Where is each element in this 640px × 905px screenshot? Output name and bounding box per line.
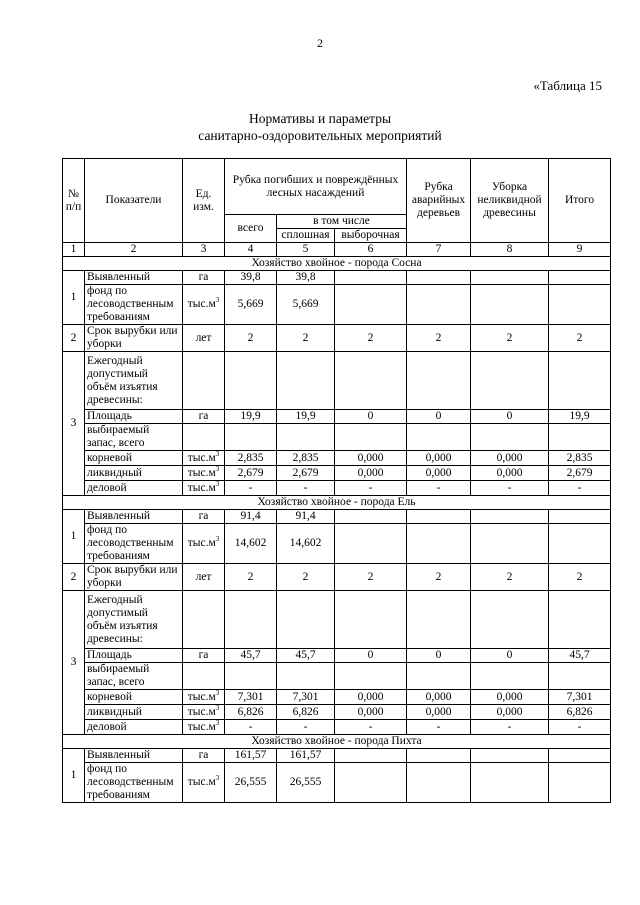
indicator-label: фонд по лесоводственным требованиям [85,285,183,325]
unit-cell [183,720,225,735]
value-cell [471,271,549,285]
row-number: 1 [63,271,85,325]
row-number: 1 [63,749,85,803]
indicator-label: Выявленный [85,749,183,763]
value-cell: 19,9 [549,410,611,424]
unit-cell [183,524,225,564]
value-cell: 14,602 [225,524,277,564]
value-cell: 6,826 [549,705,611,720]
fund-row [63,763,611,803]
value-cell: 0,000 [335,690,407,705]
empty-cell [471,663,549,690]
section-header-row [63,735,611,749]
unit-cell [183,481,225,496]
indicator-label: Ежегодный допустимый объём изъятия древесины: [85,591,183,649]
value-cell: 19,9 [225,410,277,424]
value-cell: - [549,720,611,735]
value-cell: 0,000 [407,690,471,705]
column-number: 7 [407,243,471,257]
value-cell: - [407,720,471,735]
value-cell: 19,9 [277,410,335,424]
value-cell: 2 [277,564,335,591]
empty-cell [225,591,277,649]
empty-cell [277,352,335,410]
value-cell: - [471,481,549,496]
indicator-label: фонд по лесоводственным требованиям [85,763,183,803]
unit-cell [183,451,225,466]
header-felling: Рубка погибших и повреждённых лесных насаждений [225,159,407,215]
unit-superscript: 3 [215,535,220,544]
value-cell: 5,669 [225,285,277,325]
empty-cell [549,424,611,451]
page-number: 2 [317,36,323,50]
indicator-label: выбираемый запас, всего [85,424,183,451]
empty-cell [471,352,549,410]
norms-table [62,158,611,803]
value-cell: 7,301 [549,690,611,705]
column-number-row [63,243,611,257]
unit-superscript: 3 [215,465,220,473]
value-cell: 39,8 [225,271,277,285]
value-cell [549,524,611,564]
value-cell: 45,7 [549,649,611,663]
row-number: 2 [63,564,85,591]
indicator-label: корневой [85,451,183,466]
value-cell: 91,4 [277,510,335,524]
empty-cell [407,591,471,649]
unit-cell [183,690,225,705]
value-cell [335,271,407,285]
unit-text: тыс.м [187,720,216,733]
value-cell [407,763,471,803]
unit-cell [183,763,225,803]
section-header-row [63,257,611,271]
value-cell: 2,835 [225,451,277,466]
value-cell: 2 [277,325,335,352]
table-caption: «Таблица 15 [533,78,602,93]
value-cell: 26,555 [225,763,277,803]
header-sum: Итого [549,159,611,243]
unit-cell: лет [183,325,225,352]
value-cell [471,510,549,524]
unit-cell: га [183,410,225,424]
value-cell: 6,826 [225,705,277,720]
value-cell: 2 [335,564,407,591]
column-number: 9 [549,243,611,257]
header-num: № п/п [63,159,85,243]
empty-cell [335,424,407,451]
unit-text: тыс.м [187,481,216,494]
value-cell: 0,000 [335,451,407,466]
unit-superscript: 3 [215,704,220,712]
empty-cell [549,352,611,410]
value-cell [471,524,549,564]
value-cell: - [471,720,549,735]
indicator-label: выбираемый запас, всего [85,663,183,690]
stock-subrow [63,466,611,481]
indicator-label: фонд по лесоводственным требованиям [85,524,183,564]
empty-cell [183,352,225,410]
section-title: Хозяйство хвойное - порода Сосна [63,257,611,271]
indicator-label: деловой [85,720,183,735]
value-cell: 2 [471,564,549,591]
value-cell: - [335,720,407,735]
stock-subrow [63,451,611,466]
value-cell: 0 [335,410,407,424]
value-cell [407,285,471,325]
unit-cell: га [183,749,225,763]
value-cell: 0,000 [407,705,471,720]
empty-cell [183,424,225,451]
value-cell [471,749,549,763]
value-cell: 26,555 [277,763,335,803]
stock-subrow [63,690,611,705]
unit-cell [183,705,225,720]
title-line-2: санитарно-оздоровительных мероприятий [198,128,442,143]
value-cell: 91,4 [225,510,277,524]
value-cell: 39,8 [277,271,335,285]
value-cell: - [225,481,277,496]
value-cell: 161,57 [225,749,277,763]
value-cell: - [335,481,407,496]
allowance-row [63,591,611,649]
unit-text: тыс.м [187,298,216,310]
unit-cell: га [183,510,225,524]
value-cell: 14,602 [277,524,335,564]
unit-text: тыс.м [187,451,216,464]
fund-row [63,524,611,564]
empty-cell [407,663,471,690]
value-cell [549,763,611,803]
value-cell: 0 [471,649,549,663]
unit-cell: лет [183,564,225,591]
value-cell [549,285,611,325]
empty-cell [407,424,471,451]
stock-row [63,424,611,451]
value-cell: 2 [471,325,549,352]
column-number: 1 [63,243,85,257]
stock-subrow [63,705,611,720]
fund-row [63,285,611,325]
column-number: 4 [225,243,277,257]
value-cell: 2,835 [549,451,611,466]
indicator-label: ликвидный [85,466,183,481]
empty-cell [277,663,335,690]
unit-text: тыс.м [187,776,216,788]
indicator-label: Площадь [85,649,183,663]
unit-text: тыс.м [187,537,216,549]
value-cell [549,510,611,524]
value-cell: 2 [549,564,611,591]
value-cell: 0,000 [407,466,471,481]
value-cell: - [407,481,471,496]
value-cell [335,763,407,803]
indicator-label: Выявленный [85,510,183,524]
row-number: 2 [63,325,85,352]
value-cell: 0 [335,649,407,663]
indicator-label: корневой [85,690,183,705]
value-cell: 0,000 [471,466,549,481]
column-number: 8 [471,243,549,257]
value-cell: - [277,481,335,496]
header-emergency: Рубка аварийных деревьев [407,159,471,243]
row-number: 1 [63,510,85,564]
empty-cell [407,352,471,410]
value-cell [407,524,471,564]
header-row-1 [63,159,611,215]
empty-cell [277,424,335,451]
value-cell: 0,000 [471,705,549,720]
unit-cell: га [183,271,225,285]
column-number: 2 [85,243,183,257]
allowance-row [63,352,611,410]
value-cell: 2 [407,325,471,352]
value-cell: 0,000 [471,451,549,466]
unit-text: тыс.м [187,705,216,718]
empty-cell [549,663,611,690]
empty-cell [471,424,549,451]
indicator-label: Площадь [85,410,183,424]
column-number: 3 [183,243,225,257]
area-row [63,649,611,663]
empty-cell [335,352,407,410]
value-cell: 0,000 [407,451,471,466]
indicator-label: Срок вырубки или уборки [85,564,183,591]
unit-superscript: 3 [215,480,220,488]
value-cell: - [225,720,277,735]
section-header-row [63,496,611,510]
header-selective: выборочная [335,229,407,243]
area-row [63,410,611,424]
header-unit: Ед. изм. [183,159,225,243]
unit-superscript: 3 [215,689,220,697]
value-cell [407,271,471,285]
fund-row [63,749,611,763]
value-cell: 2,679 [549,466,611,481]
value-cell: 0,000 [335,705,407,720]
indicator-label: Ежегодный допустимый объём изъятия древесины: [85,352,183,410]
value-cell: 0,000 [471,690,549,705]
value-cell: 0 [407,410,471,424]
header-cleanup: Уборка неликвидной древесины [471,159,549,243]
value-cell [549,749,611,763]
value-cell: 2 [407,564,471,591]
empty-cell [225,663,277,690]
indicator-label: деловой [85,481,183,496]
empty-cell [335,591,407,649]
value-cell [471,285,549,325]
value-cell: 7,301 [277,690,335,705]
unit-superscript: 3 [215,450,220,458]
value-cell: 7,301 [225,690,277,705]
row-number: 3 [63,352,85,496]
section-title: Хозяйство хвойное - порода Пихта [63,735,611,749]
value-cell: 2 [225,564,277,591]
value-cell: - [549,481,611,496]
unit-text: тыс.м [187,466,216,479]
empty-cell [183,591,225,649]
unit-superscript: 3 [215,719,220,727]
value-cell: 0 [407,649,471,663]
stock-subrow [63,720,611,735]
value-cell [407,510,471,524]
column-number: 5 [277,243,335,257]
fund-row [63,510,611,524]
empty-cell [471,591,549,649]
value-cell: 2 [225,325,277,352]
value-cell [335,749,407,763]
empty-cell [335,663,407,690]
stock-row [63,663,611,690]
empty-cell [183,663,225,690]
empty-cell [277,591,335,649]
document-title [0,110,640,144]
header-including: в том числе [277,215,407,229]
value-cell: 2,835 [277,451,335,466]
value-cell: - [277,720,335,735]
fund-row [63,271,611,285]
unit-text: тыс.м [187,690,216,703]
header-total-felling: всего [225,215,277,243]
indicator-label: Выявленный [85,271,183,285]
value-cell [407,749,471,763]
value-cell: 2,679 [277,466,335,481]
value-cell [335,285,407,325]
term-row [63,325,611,352]
value-cell: 2 [335,325,407,352]
value-cell: 5,669 [277,285,335,325]
value-cell: 45,7 [277,649,335,663]
empty-cell [225,424,277,451]
indicator-label: ликвидный [85,705,183,720]
value-cell: 161,57 [277,749,335,763]
header-clear: сплошная [277,229,335,243]
value-cell [335,510,407,524]
unit-cell [183,466,225,481]
unit-superscript: 3 [215,774,220,783]
column-number: 6 [335,243,407,257]
unit-cell [183,285,225,325]
unit-superscript: 3 [215,296,220,305]
title-line-1: Нормативы и параметры [248,111,392,126]
value-cell [335,524,407,564]
value-cell: 2,679 [225,466,277,481]
stock-subrow [63,481,611,496]
section-title: Хозяйство хвойное - порода Ель [63,496,611,510]
row-number: 3 [63,591,85,735]
indicator-label: Срок вырубки или уборки [85,325,183,352]
value-cell [471,763,549,803]
empty-cell [549,591,611,649]
unit-cell: га [183,649,225,663]
term-row [63,564,611,591]
value-cell: 45,7 [225,649,277,663]
value-cell: 0 [471,410,549,424]
value-cell: 2 [549,325,611,352]
header-indicator: Показатели [85,159,183,243]
value-cell: 6,826 [277,705,335,720]
value-cell [549,271,611,285]
empty-cell [225,352,277,410]
value-cell: 0,000 [335,466,407,481]
